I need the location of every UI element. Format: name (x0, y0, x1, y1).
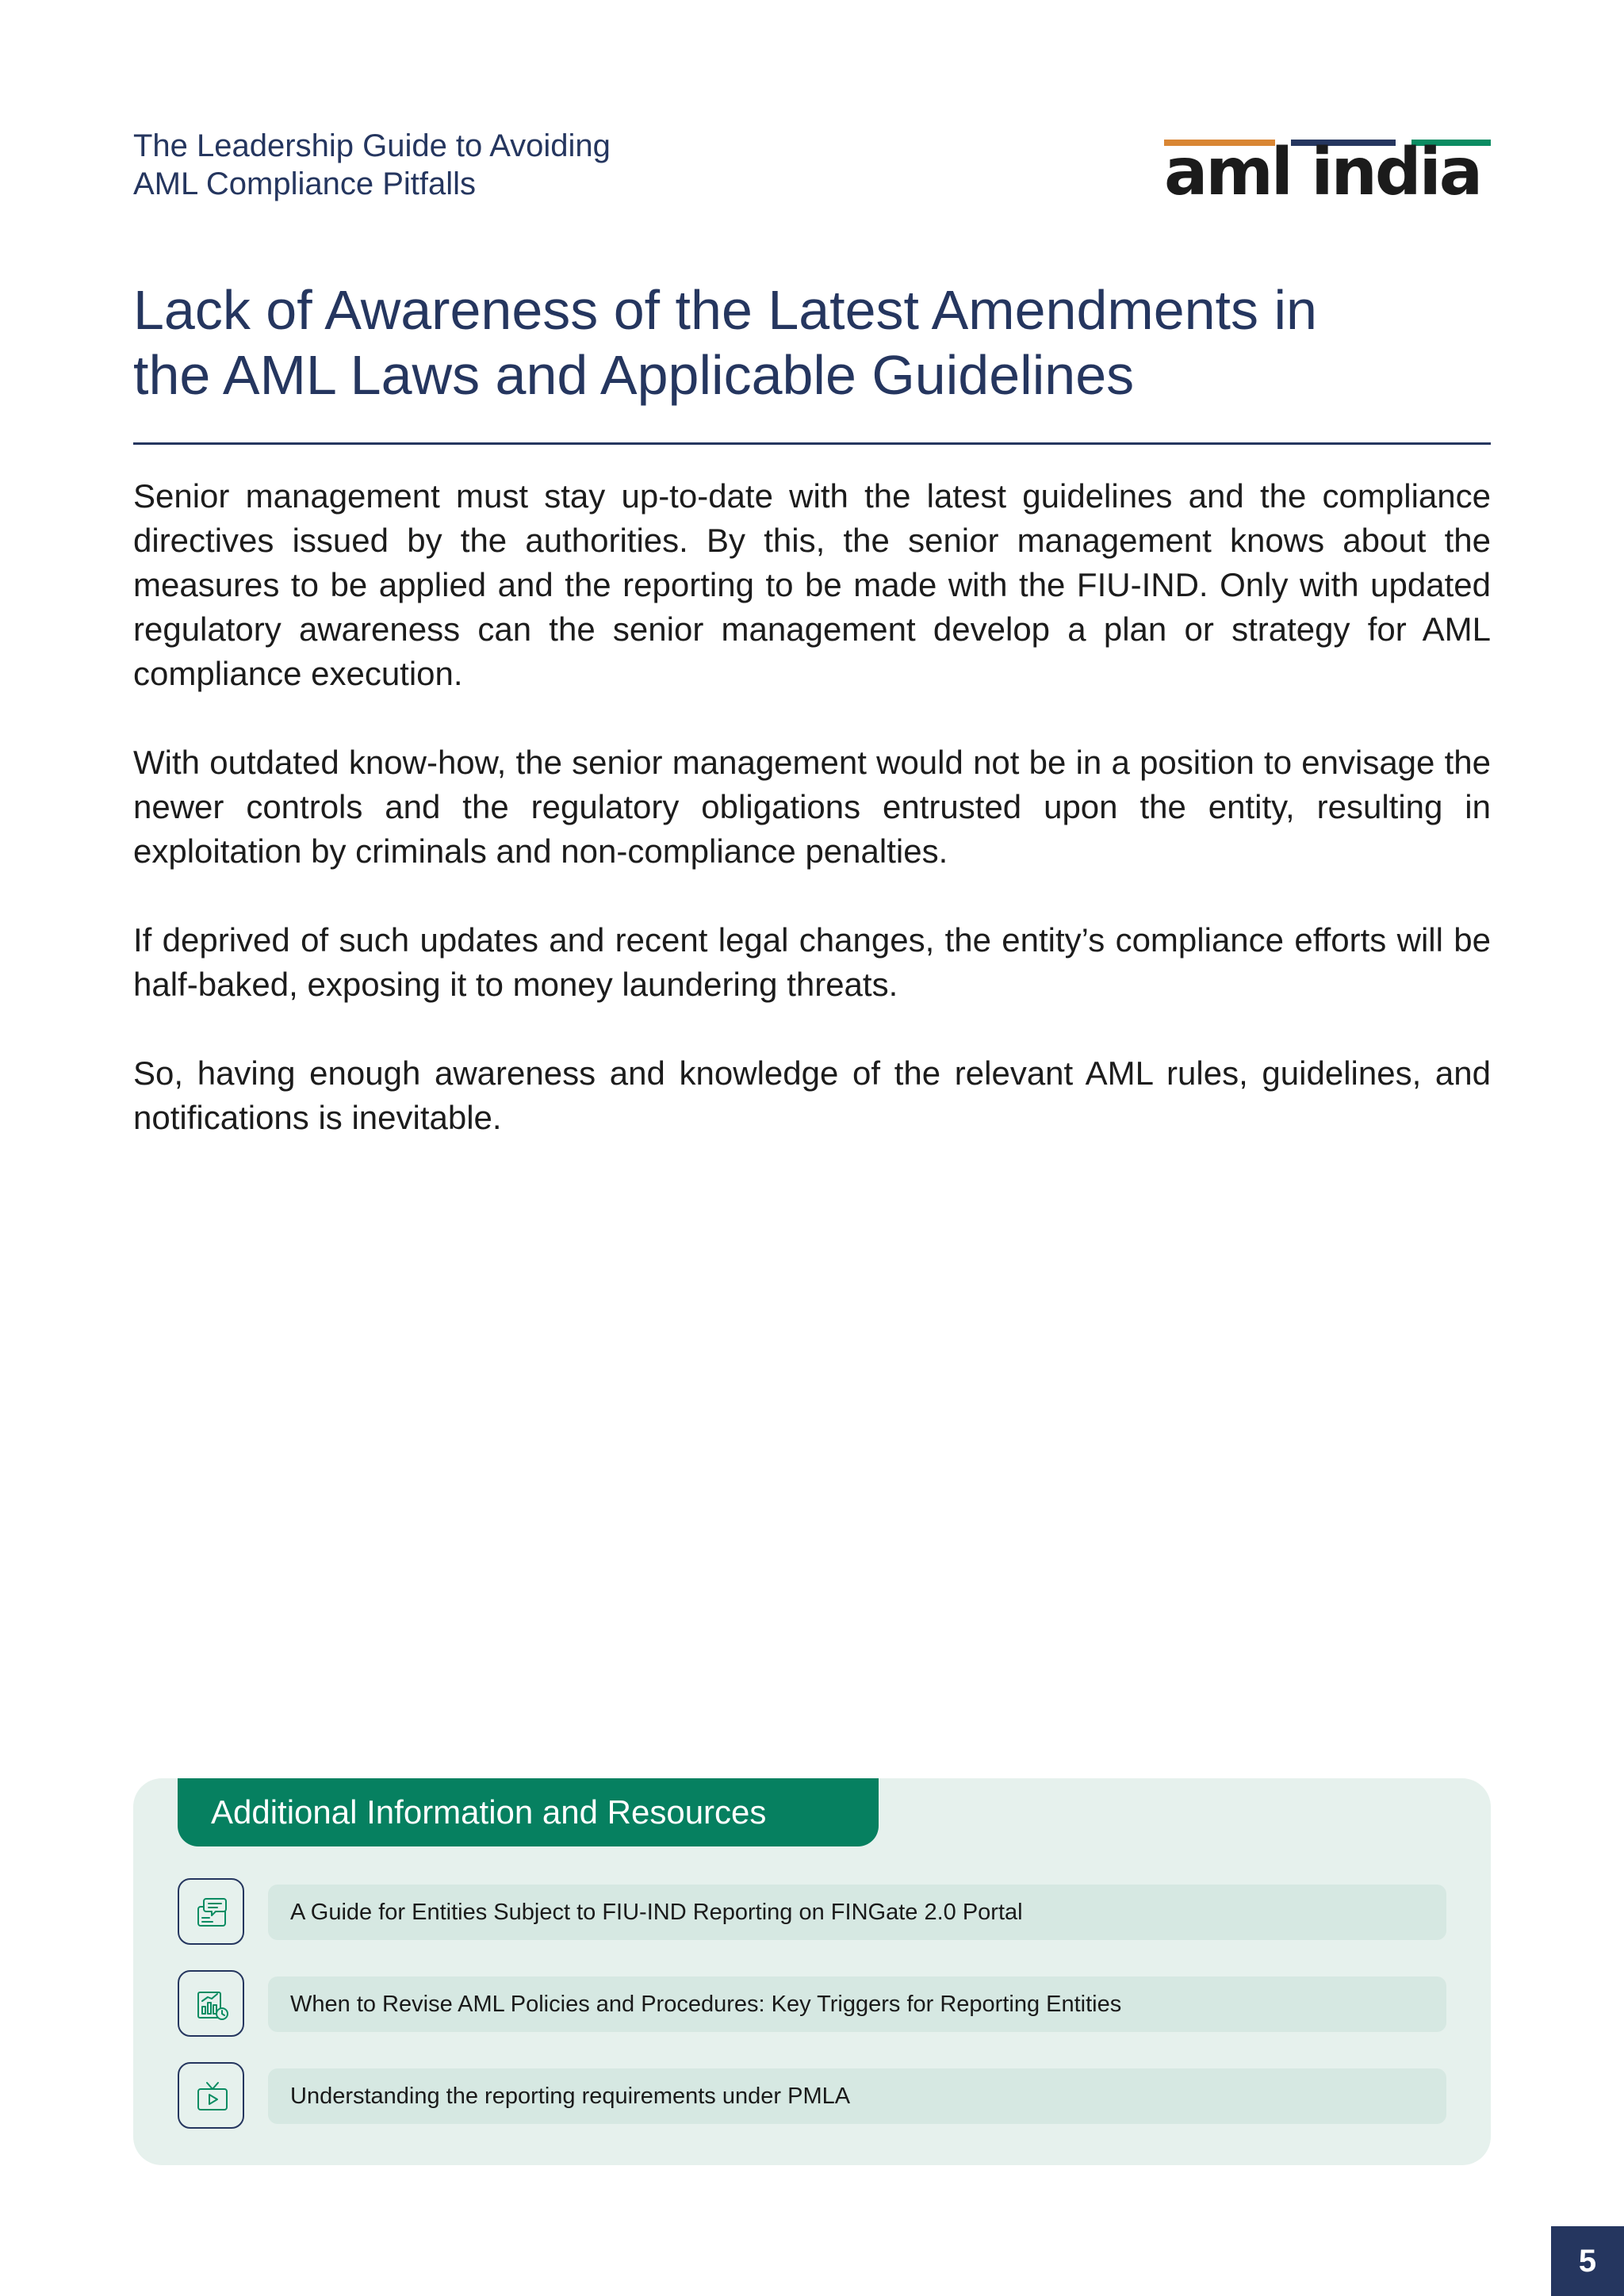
document-title (133, 127, 768, 203)
paragraph-1: Senior management must stay up-to-date with the latest guidelines and the compliance directives issued by the authorities. By this, the senior management knows about the measures to be applied and the reporting to be made with the FIU-IND. Only with updated regulatory awareness can the senior management develop a plan or strategy for AML compliance execution. (133, 477, 1491, 692)
paragraph-2: With outdated know-how, the senior management would not be in a position to envisage the newer controls and the regulatory obligations entrusted upon the entity, resulting in exploitation by criminals and non-compliance penalties. (133, 744, 1491, 870)
video-play-icon (178, 2062, 244, 2129)
page-number: 5 (1551, 2226, 1624, 2296)
resource-item[interactable] (178, 2062, 1446, 2132)
title-divider (133, 442, 1491, 445)
document-title-line-2: AML Compliance Pitfalls (133, 166, 477, 201)
paragraph-4: So, having enough awareness and knowledge of the relevant AML rules, guidelines, and notifications is inevitable. (133, 1054, 1491, 1136)
page-title-line-1: Lack of Awareness of the Latest Amendments in (133, 279, 1317, 341)
resources-panel (133, 1778, 1491, 2165)
resources-heading: Additional Information and Resources (178, 1778, 879, 1846)
document-title-line-1: The Leadership Guide to Avoiding (133, 128, 611, 163)
aml-india-logo (1164, 135, 1491, 210)
resource-item[interactable] (178, 1970, 1446, 2040)
page-title-line-2: the AML Laws and Applicable Guidelines (133, 344, 1135, 406)
resource-link-fingate-guide[interactable]: A Guide for Entities Subject to FIU-IND Reporting on FINGate 2.0 Portal (268, 1885, 1446, 1940)
report-chart-icon (178, 1970, 244, 2037)
paragraph-3: If deprived of such updates and recent legal changes, the entity’s compliance efforts will be half-baked, exposing it to money laundering threats. (133, 921, 1491, 1003)
resource-item[interactable] (178, 1878, 1446, 1948)
page-title (133, 277, 1491, 408)
body-text (133, 474, 1491, 1184)
resource-link-aml-policy-triggers[interactable]: When to Revise AML Policies and Procedures: Key Triggers for Reporting Entities (268, 1976, 1446, 2032)
document-chat-icon (178, 1878, 244, 1945)
logo-wordmark: aml india (1164, 135, 1481, 210)
resource-link-pmla-reporting[interactable]: Understanding the reporting requirements under PMLA (268, 2068, 1446, 2124)
